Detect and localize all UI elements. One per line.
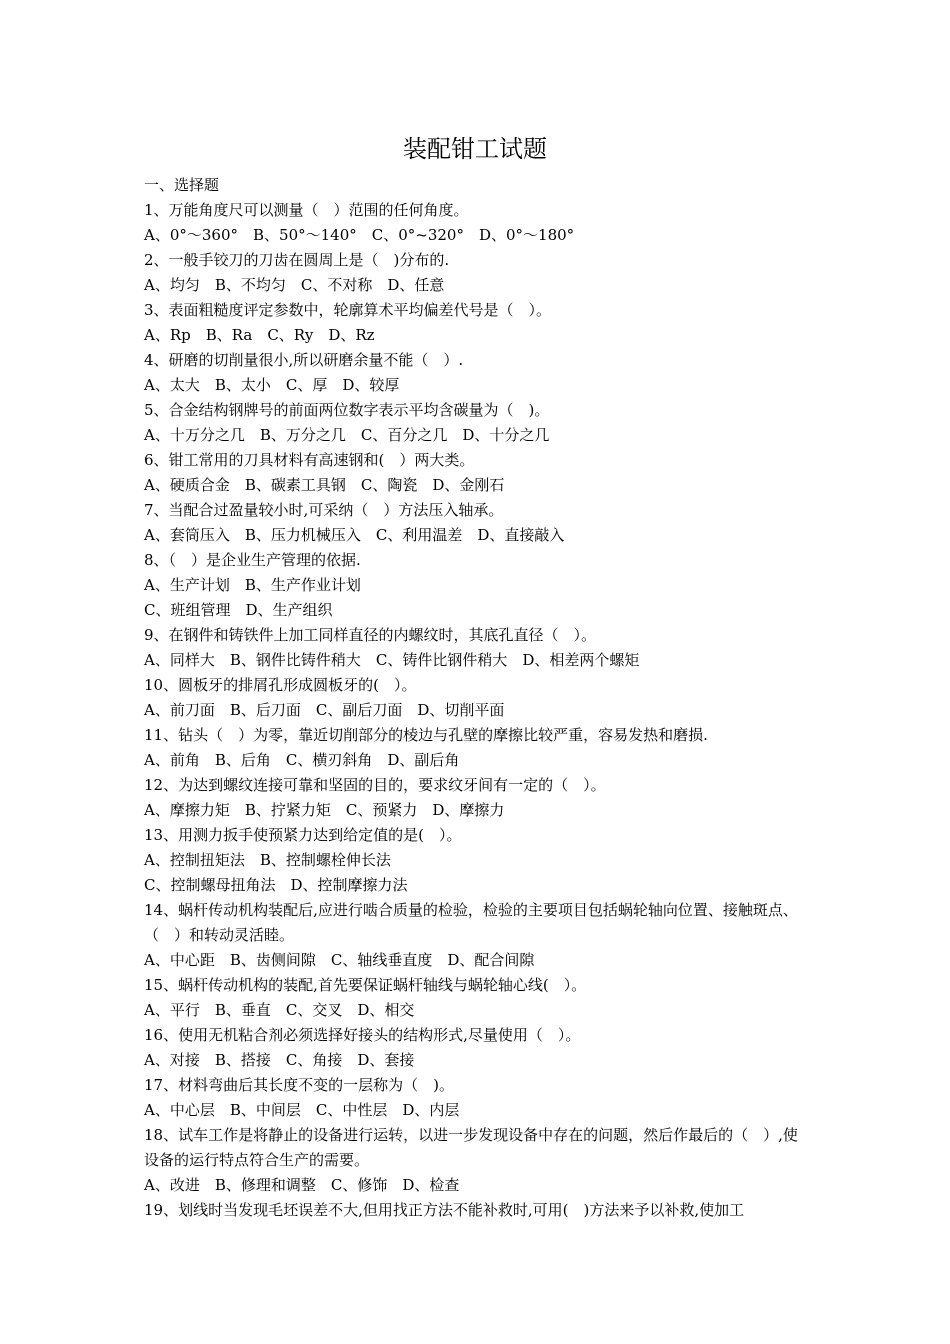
answer-options: A、均匀 B、不均匀 C、不对称 D、任意 (144, 276, 445, 294)
answer-options: A、太大 B、太小 C、厚 D、较厚 (144, 376, 400, 394)
question-text: 18、试车工作是将静止的设备进行运转，以进一步发现设备中存在的问题，然后作最后的（ ）,使设备的运行特点符合生产的需要。 (144, 1126, 798, 1169)
question-text: 2、一般手铰刀的刀齿在圆周上是（ )分布的. (144, 251, 450, 269)
answer-options: A、中心层 B、中间层 C、中性层 D、内层 (144, 1101, 460, 1119)
answer-options: A、控制扭矩法 B、控制螺栓伸长法 (144, 851, 391, 869)
question-text: 9、在钢件和铸铁件上加工同样直径的内螺纹时，其底孔直径（ ）。 (144, 626, 597, 644)
question-text: 19、划线时当发现毛坯误差不大,但用找正方法不能补救时,可用( )方法来予以补救,使加工 (144, 1201, 745, 1219)
answer-options: A、平行 B、垂直 C、交叉 D、相交 (144, 1001, 415, 1019)
answer-options: A、改进 B、修理和调整 C、修饰 D、检查 (144, 1176, 460, 1194)
answer-options: A、前角 B、后角 C、横刃斜角 D、副后角 (144, 751, 460, 769)
answer-options: A、套筒压入 B、压力机械压入 C、利用温差 D、直接敲入 (144, 526, 565, 544)
document-title: 装配钳工试题 (403, 135, 547, 163)
question-text: 8、（ ）是企业生产管理的依据. (144, 551, 361, 569)
answer-options: C、控制螺母扭角法 D、控制摩擦力法 (144, 876, 408, 894)
answer-options: A、0°～360° B、50°～140° C、0°~320° D、0°～180° (144, 226, 575, 244)
question-text: 4、研磨的切削量很小,所以研磨余量不能（ ）. (144, 351, 464, 369)
question-text: 1、万能角度尺可以测量（ ）范围的任何角度。 (144, 201, 469, 219)
question-text: 6、钳工常用的刀具材料有高速钢和( ）两大类。 (144, 451, 475, 469)
question-text: 17、材料弯曲后其长度不变的一层称为（ )。 (144, 1076, 454, 1094)
answer-options: A、生产计划 B、生产作业计划 (144, 576, 361, 594)
question-lines (144, 198, 810, 1223)
question-text: 3、表面粗糙度评定参数中，轮廓算术平均偏差代号是（ ）。 (144, 301, 552, 319)
answer-options: A、硬质合金 B、碳素工具钢 C、陶瓷 D、金刚石 (144, 476, 505, 494)
question-text: 16、使用无机粘合剂必须选择好接头的结构形式,尽量使用（ ）。 (144, 1026, 581, 1044)
answer-options: A、摩擦力矩 B、拧紧力矩 C、预紧力 D、摩擦力 (144, 801, 505, 819)
answer-options: A、对接 B、搭接 C、角接 D、套接 (144, 1051, 415, 1069)
answer-options: A、前刀面 B、后刀面 C、副后刀面 D、切削平面 (144, 701, 505, 719)
answer-options: A、Rp B、Ra C、Ry D、Rz (144, 326, 375, 344)
answer-options: C、班组管理 D、生产组织 (144, 601, 333, 619)
question-text: 5、合金结构钢牌号的前面两位数字表示平均含碳量为（ )。 (144, 401, 550, 419)
answer-options: A、十万分之几 B、万分之几 C、百分之几 D、十分之几 (144, 426, 550, 444)
question-list (144, 173, 810, 1223)
answer-options: A、中心距 B、齿侧间隙 C、轴线垂直度 D、配合间隙 (144, 951, 535, 969)
answer-options: A、同样大 B、钢件比铸件稍大 C、铸件比钢件稍大 D、相差两个螺矩 (144, 651, 640, 669)
question-text: 13、用测力扳手使预紧力达到给定值的是( ）。 (144, 826, 462, 844)
question-text: 14、蜗杆传动机构装配后,应进行啮合质量的检验，检验的主要项目包括蜗轮轴向位置、接触斑点、（ ）和转动灵活睦。 (144, 901, 798, 944)
question-text: 7、当配合过盈量较小时,可采纳（ ）方法压入轴承。 (144, 501, 504, 519)
question-text: 11、钻头（ ）为零，靠近切削部分的棱边与孔壁的摩擦比较严重，容易发热和磨损. (144, 726, 708, 744)
section-heading: 一、选择题 (144, 176, 220, 194)
question-text: 12、为达到螺纹连接可靠和坚固的目的，要求纹牙间有一定的（ ）。 (144, 776, 606, 794)
question-text: 10、圆板牙的排屑孔形成圆板牙的( ）。 (144, 676, 417, 694)
question-text: 15、蜗杆传动机构的装配,首先要保证蜗杆轴线与蜗轮轴心线( ）。 (144, 976, 587, 994)
